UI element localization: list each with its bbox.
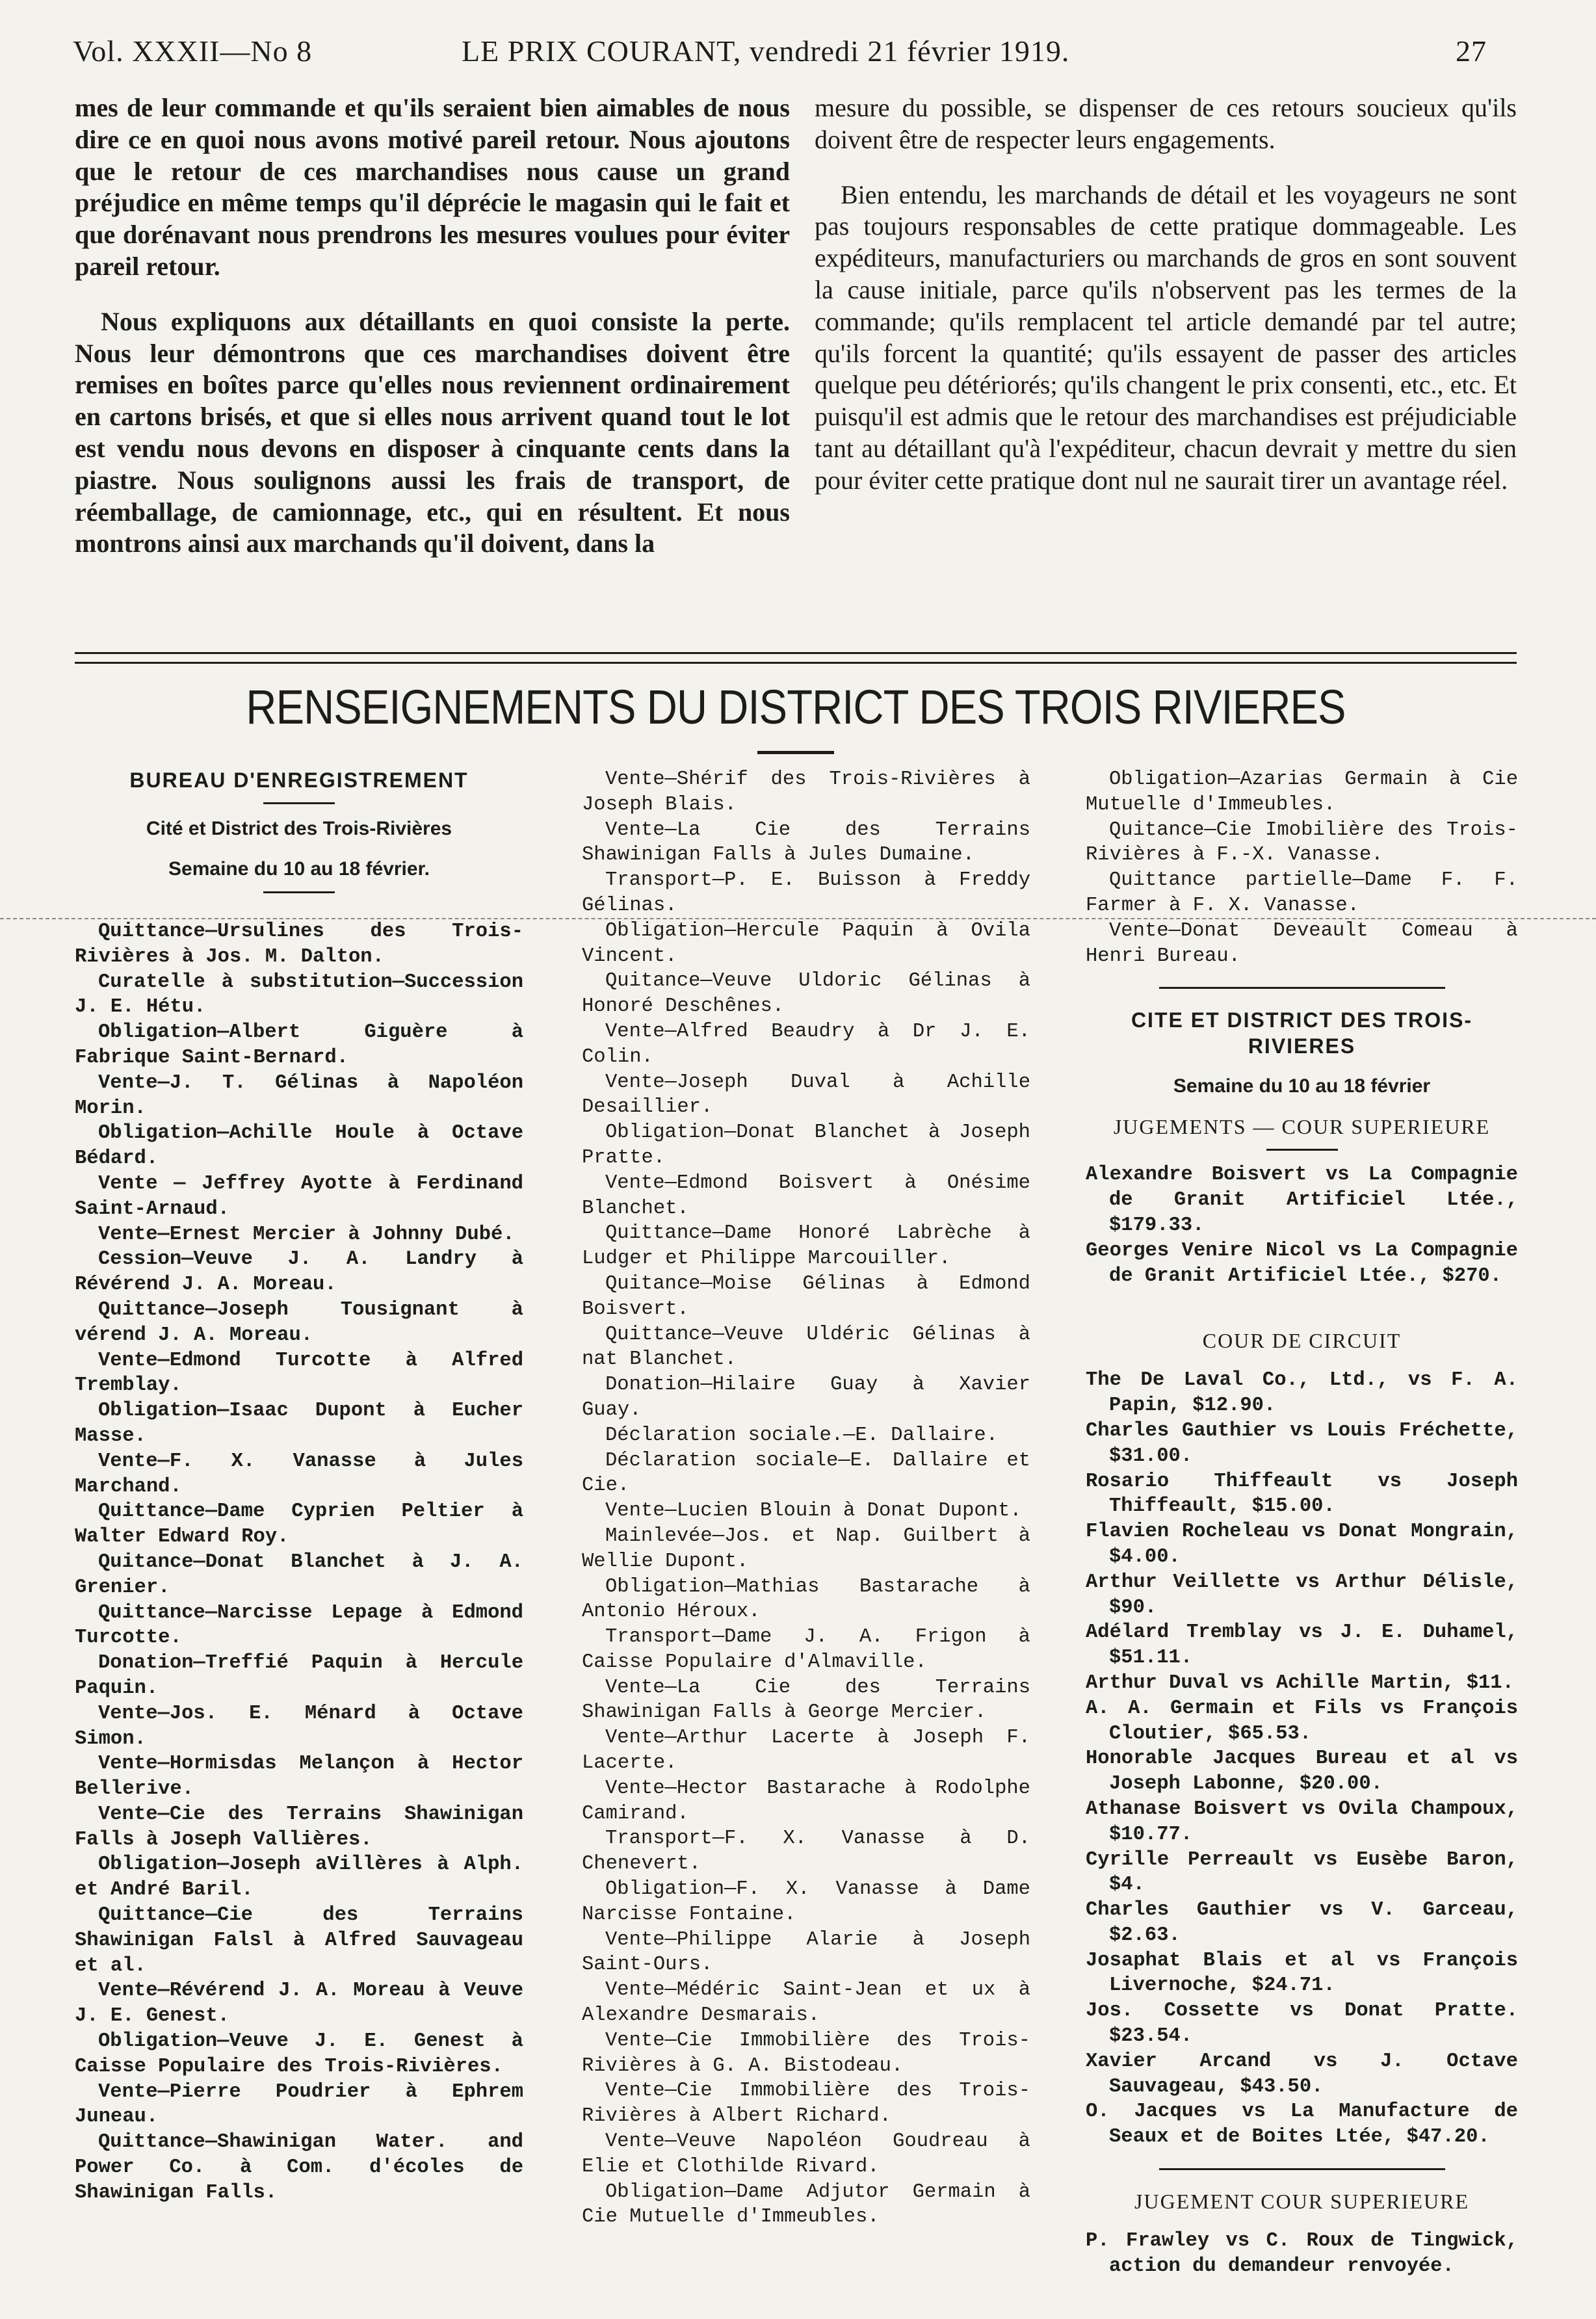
heading-rule — [1266, 1149, 1338, 1151]
heading-rule — [263, 802, 335, 804]
district-heading: Cité et District des Trois-Rivières — [146, 818, 452, 839]
registry-entry: Vente—Hormisdas Melançon à Hector Bellerive. — [75, 1753, 523, 1801]
intro-right-column — [815, 92, 1517, 497]
paragraph: Nous expliquons aux détaillants en quoi consiste la perte. Nous leur démontrons que ces marchandises doivent être remises en boîtes parce qu'elles nous reviennent ordinairement en cartons brisés, et que si elles nous arrivent quand tout le lot est vendu nous devons en disposer à cinquante cents dans la piastre. Nous soulignons aussi les frais de transport, de réemballage, de camionnage, etc., qui en résultent. Et nous montrons ainsi aux marchands qu'il doivent, dans la — [75, 306, 790, 558]
week-heading: Semaine du 10 au 18 février — [1173, 1075, 1431, 1097]
registry-entry: Quittance partielle—Dame F. F. Farmer à F. X. Vanasse. — [1086, 869, 1518, 917]
registry-entry: Transport—F. X. Vanasse à D. Chenevert. — [582, 1828, 1030, 1876]
registry-entry: Vente—Veuve Napoléon Goudreau à Elie et Clothilde Rivard. — [582, 2130, 1030, 2178]
registry-entry: Donation—Treffié Paquin à Hercule Paquin. — [75, 1652, 523, 1699]
court-case: Athanase Boisvert vs Ovila Champoux, $10.77. — [1086, 1798, 1518, 1846]
volume-number: Vol. XXXII—No 8 — [73, 34, 313, 68]
registry-entry: Vente—Philippe Alarie à Joseph Saint-Ours. — [582, 1928, 1030, 1976]
registry-entry: Vente—Jos. E. Ménard à Octave Simon. — [75, 1702, 523, 1750]
paragraph: mes de leur commande et qu'ils seraient bien aimables de nous dire ce en quoi nous avons motivé pareil retour. Nous ajoutons que le retour de ces marchandises nous cause un grand préjudice en même temps qu'il déprécie le magasin qui le fait et que dorénavant nous prendrons les mesures voulues pour éviter pareil retour. — [75, 93, 790, 281]
registry-entry: Quittance—Veuve Uldéric Gélinas à nat Blanchet. — [582, 1323, 1030, 1371]
registry-entry: Cession—Veuve J. A. Landry à Révérend J. A. Moreau. — [75, 1248, 523, 1296]
court-case: Rosario Thiffeault vs Joseph Thiffeault, $15.00. — [1086, 1470, 1518, 1518]
registry-entry: Vente—La Cie des Terrains Shawinigan Falls à Jules Dumaine. — [582, 819, 1030, 867]
week-heading: Semaine du 10 au 18 février. — [168, 858, 430, 880]
court-case: Charles Gauthier vs V. Garceau, $2.63. — [1086, 1899, 1518, 1946]
registry-entry: Obligation—Mathias Bastarache à Antonio Héroux. — [582, 1575, 1030, 1623]
registry-entry: Quittance—Dame Cyprien Peltier à Walter Edward Roy. — [75, 1500, 523, 1549]
registry-column-2 — [582, 767, 1030, 2230]
circuit-heading: COUR DE CIRCUIT — [1202, 1329, 1402, 1353]
court-case: Josaphat Blais et al vs François Livernoche, $24.71. — [1086, 1949, 1518, 1997]
registry-entry: Quittance—Shawinigan Water. and Power Co. à Com. d'écoles de Shawinigan Falls. — [75, 2131, 523, 2204]
registry-entry: Vente—Lucien Blouin à Donat Dupont. — [605, 1500, 1022, 1523]
intro-left-column — [75, 92, 790, 560]
registry-entry: Vente—Alfred Beaudry à Dr J. E. Colin. — [582, 1020, 1030, 1068]
court-case: The De Laval Co., Ltd., vs F. A. Papin, $12.90. — [1086, 1369, 1518, 1417]
paragraph: mesure du possible, se dispenser de ces retours soucieux qu'ils doivent être de respecter leurs engagements. — [815, 93, 1517, 154]
registry-entry: Quittance—Cie des Terrains Shawinigan Falsl à Alfred Sauvageau et al. — [75, 1904, 523, 1977]
registry-entry: Vente—Edmond Turcotte à Alfred Tremblay. — [75, 1349, 523, 1397]
registry-entry: Vente—Cie Immobilière des Trois-Rivières à Albert Richard. — [582, 2080, 1030, 2128]
court-case: Flavien Rocheleau vs Donat Mongrain, $4.00. — [1086, 1521, 1518, 1568]
registry-entry: Mainlevée—Jos. et Nap. Guilbert à Wellie Dupont. — [582, 1525, 1030, 1573]
judgement-heading: JUGEMENT COUR SUPERIEURE — [1134, 2190, 1469, 2214]
jugements-heading: JUGEMENTS — COUR SUPERIEURE — [1113, 1115, 1491, 1139]
registry-entry: Obligation—Achille Houle à Octave Bédard. — [75, 1122, 523, 1170]
registry-entry: Vente—J. T. Gélinas à Napoléon Morin. — [75, 1071, 523, 1120]
registry-entry: Vente—Cie Immobilière des Trois-Rivières à G. A. Bistodeau. — [582, 2029, 1030, 2077]
registry-entry: Quittance—Narcisse Lepage à Edmond Turcotte. — [75, 1601, 523, 1649]
section-divider — [75, 652, 1517, 664]
registry-entry: Obligation—Hercule Paquin à Ovila Vincent. — [582, 919, 1030, 967]
court-district-heading: CITE ET DISTRICT DES TROIS-RIVIERES — [1131, 1008, 1473, 1058]
registry-entry: Déclaration sociale.—E. Dallaire. — [605, 1424, 998, 1447]
court-case: Georges Venire Nicol vs La Compagnie de Granit Artificiel Ltée., $270. — [1086, 1239, 1518, 1287]
registry-entry: Vente—Joseph Duval à Achille Desaillier. — [582, 1071, 1030, 1119]
section-rule — [1159, 2168, 1445, 2170]
court-case: Alexandre Boisvert vs La Compagnie de Granit Artificiel Ltée., $179.33. — [1086, 1164, 1518, 1237]
registry-entry: Vente—Médéric Saint-Jean et ux à Alexandre Desmarais. — [582, 1979, 1030, 2027]
title-underline — [757, 751, 834, 754]
registry-column-1 — [75, 767, 523, 2206]
registry-entry: Obligation—Albert Giguère à Fabrique Saint-Bernard. — [75, 1021, 523, 1069]
section-title: RENSEIGNEMENTS DU DISTRICT DES TROIS RIVIERES — [246, 680, 1346, 734]
registry-entry: Obligation—F. X. Vanasse à Dame Narcisse Fontaine. — [582, 1878, 1030, 1926]
court-case: Charles Gauthier vs Louis Fréchette, $31.00. — [1086, 1419, 1518, 1467]
registry-entry: Vente—Pierre Poudrier à Ephrem Juneau. — [75, 2080, 523, 2129]
page-header — [73, 34, 1487, 73]
registry-entry: Obligation—Veuve J. E. Genest à Caisse Populaire des Trois-Rivières. — [75, 2030, 523, 2078]
registry-entry: Quitance—Moise Gélinas à Edmond Boisvert. — [582, 1272, 1030, 1320]
registry-entry: Vente—Hector Bastarache à Rodolphe Camirand. — [582, 1777, 1030, 1825]
paragraph: Bien entendu, les marchands de détail et les voyageurs ne sont pas toujours responsables de cette pratique dommageable. Les expéditeurs, manufacturiers ou marchands de gros en sont souvent la cause initiale, parce qu'ils n'observent pas les termes de la commande; qu'ils remplacent tel article demandé par tel autre; qu'ils forcent la quantité; qu'ils essayent de passer des articles quelque peu détériorés; qu'ils changent le prix consenti, etc., etc. Et puisqu'il est admis que le retour des marchandises est préjudiciable tant au détaillant qu'à l'expéditeur, chacun devrait y mettre du sien pour éviter cette pratique dont nul ne saurait tirer un avantage réel. — [815, 179, 1517, 495]
court-case: Honorable Jacques Bureau et al vs Joseph Labonne, $20.00. — [1086, 1748, 1518, 1796]
registry-entry: Vente—Cie des Terrains Shawinigan Falls à Joseph Vallières. — [75, 1803, 523, 1851]
registry-entry: Donation—Hilaire Guay à Xavier Guay. — [582, 1374, 1030, 1421]
heading-rule — [263, 891, 335, 893]
court-case: P. Frawley vs C. Roux de Tingwick, action du demandeur renvoyée. — [1086, 2230, 1518, 2277]
registry-entry: Quittance—Ursulines des Trois-Rivières à Jos. M. Dalton. — [75, 921, 523, 968]
registry-entry: Vente—Donat Deveault Comeau à Henri Bureau. — [1086, 919, 1518, 967]
registry-entry: Quitance—Veuve Uldoric Gélinas à Honoré Deschênes. — [582, 970, 1030, 1018]
registry-entry: Transport—P. E. Buisson à Freddy Gélinas. — [582, 869, 1030, 917]
registry-column-3 — [1086, 767, 1518, 2279]
registry-entry: Vente—Edmond Boisvert à Onésime Blanchet. — [582, 1172, 1030, 1220]
registry-entry: Quittance—Dame Honoré Labrèche à Ludger et Philippe Marcouiller. — [582, 1222, 1030, 1270]
court-case: Cyrille Perreault vs Eusèbe Baron, $4. — [1086, 1848, 1518, 1896]
registry-entry: Quittance—Joseph Tousignant à vérend J. A. Moreau. — [75, 1298, 523, 1346]
court-case: Jos. Cossette vs Donat Pratte. $23.54. — [1086, 2000, 1518, 2048]
registry-heading: BUREAU D'ENREGISTREMENT — [129, 768, 469, 792]
registry-entry: Déclaration sociale—E. Dallaire et Cie. — [582, 1449, 1030, 1497]
page-number: 27 — [1456, 34, 1487, 68]
registry-entry: Obligation—Joseph aVillères à Alph. et André Baril. — [75, 1854, 523, 1902]
registry-entry: Vente—Shérif des Trois-Rivières à Joseph Blais. — [582, 768, 1030, 816]
registry-entry: Quitance—Cie Imobilière des Trois-Rivières à F.-X. Vanasse. — [1086, 819, 1518, 867]
court-case: O. Jacques vs La Manufacture de Seaux et de Boites Ltée, $47.20. — [1086, 2101, 1518, 2149]
publication-title: LE PRIX COURANT, vendredi 21 février 1919. — [462, 34, 1070, 68]
registry-entry: Obligation—Isaac Dupont à Eucher Masse. — [75, 1400, 523, 1447]
registry-entry: Vente — Jeffrey Ayotte à Ferdinand Saint-Arnaud. — [75, 1172, 523, 1220]
registry-entry: Transport—Dame J. A. Frigon à Caisse Populaire d'Almaville. — [582, 1626, 1030, 1673]
court-case: Adélard Tremblay vs J. E. Duhamel, $51.11. — [1086, 1621, 1518, 1670]
court-case: Xavier Arcand vs J. Octave Sauvageau, $43.50. — [1086, 2050, 1518, 2098]
section-rule — [1159, 987, 1445, 989]
court-case: A. A. Germain et Fils vs François Cloutier, $65.53. — [1086, 1697, 1518, 1745]
registry-entry: Vente—F. X. Vanasse à Jules Marchand. — [75, 1450, 523, 1498]
registry-entry: Vente—Arthur Lacerte à Joseph F. Lacerte. — [582, 1727, 1030, 1775]
court-case: Arthur Veillette vs Arthur Délisle, $90. — [1086, 1571, 1518, 1619]
registry-entry: Obligation—Donat Blanchet à Joseph Pratte. — [582, 1121, 1030, 1169]
registry-entry: Obligation—Azarias Germain à Cie Mutuelle d'Immeubles. — [1086, 768, 1518, 816]
court-case: Arthur Duval vs Achille Martin, $11. — [1086, 1671, 1514, 1694]
registry-entry: Vente—La Cie des Terrains Shawinigan Falls à George Mercier. — [582, 1676, 1030, 1724]
registry-entry: Vente—Révérend J. A. Moreau à Veuve J. E. Genest. — [75, 1980, 523, 2028]
registry-entry: Curatelle à substitution—Succession J. E. Hétu. — [75, 971, 523, 1019]
registry-entry: Vente—Ernest Mercier à Johnny Dubé. — [98, 1223, 515, 1246]
registry-entry: Quitance—Donat Blanchet à J. A. Grenier. — [75, 1551, 523, 1599]
registry-entry: Obligation—Dame Adjutor Germain à Cie Mutuelle d'Immeubles. — [582, 2181, 1030, 2229]
